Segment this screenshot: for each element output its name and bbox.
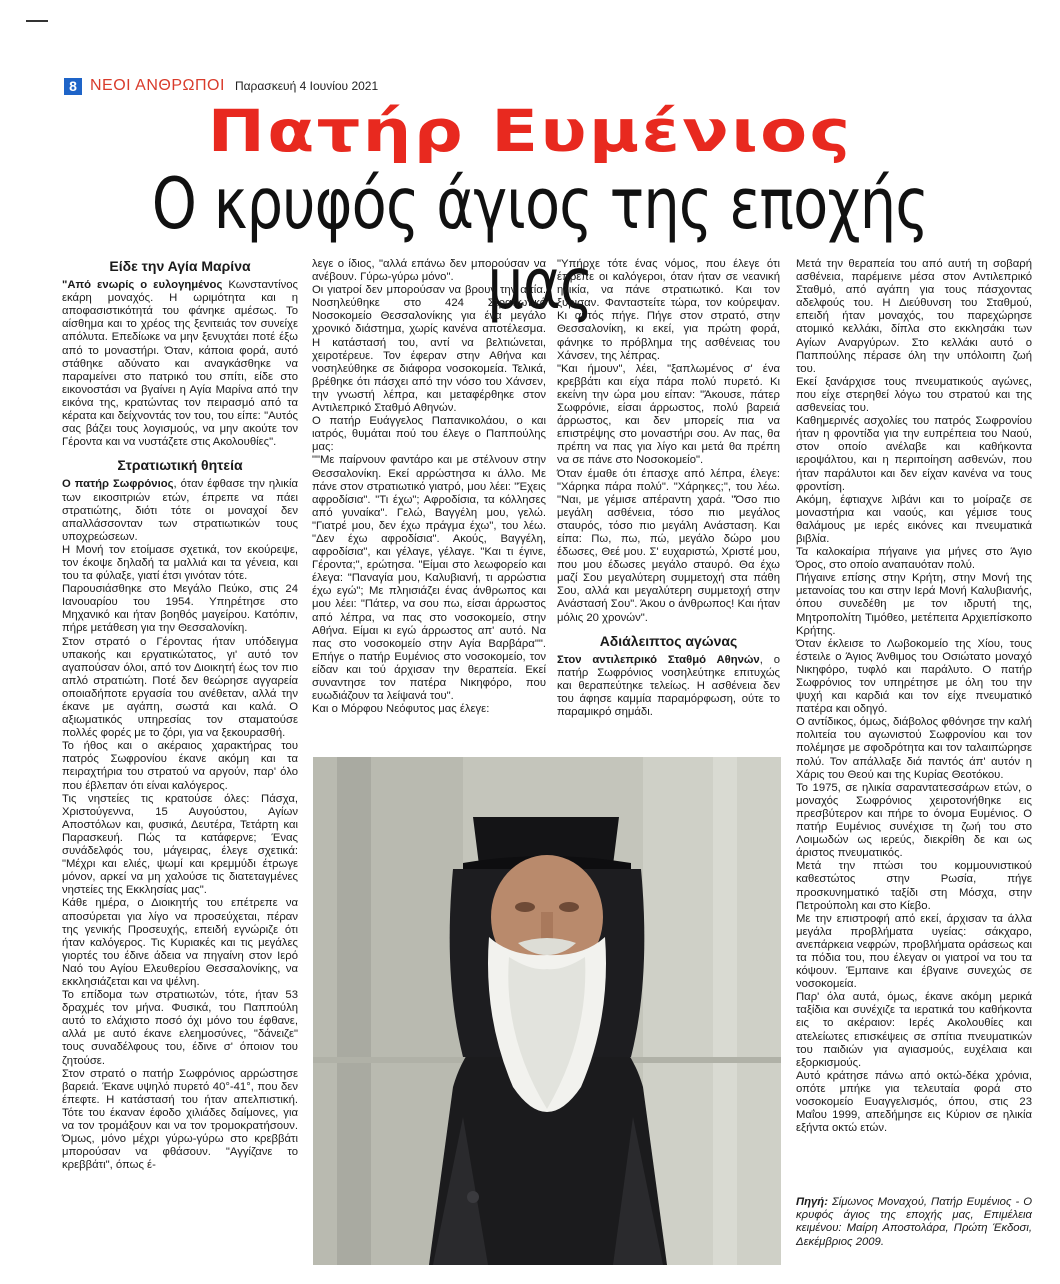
paragraph: Στον στρατό ο Γέροντας ήταν υπόδειγμα υπακοής και εργατικώτατος, γι' αυτό τον αγαπούσαν όλοι, από τον Διοικητή έως τον πιο απλό στρατιώτη. Ποτέ δεν θεώρησε αγγαρεία οποιαδήποτε εργασία του ανέθεταν, αλλά την έκανε με αγάπη, σωστά και καλά. Ο αξιωματικός υπηρεσίας τον σταματούσε πολλές φορές με το ζόρι, για να ξεκουρασθή. (62, 635, 298, 740)
lead-strong: "Από ενωρίς ο ευλογημένος (62, 279, 223, 292)
priest-illustration (313, 757, 781, 1265)
paragraph: Όταν έκλεισε το Λωβοκομείο της Χίου, τους έστειλε ο Άγιος Άνθιμος του Οσιώτατο μοναχό Νικηφόρο, τυφλό και παράλυτο. Ο πατήρ Σωφρόνιος τον υπηρέτησε με όλη του την ψυχή και καρδιά και τον είχε πνευματικό πατέρα και οδηγό. (796, 637, 1032, 716)
paragraph: λεγε ο ίδιος, "αλλά επάνω δεν μπορούσαν να ανέβουν. Γύρω-γύρω μόνο". (312, 258, 546, 284)
column-3 (557, 258, 780, 719)
paragraph: "Υπήρχε τότε ένας νόμος, που έλεγε ότι έπρεπε οι καλόγεροι, όταν ήταν σε νεανική ηλικία, να πάνε στρατιωτικό. Και τον ξύρισαν. Φανταστείτε τώρα, τον κούρεψαν. Κι αυτός πήγε. Πήγε στον στρατό, στην Θεσσαλονίκη, κι εκεί, για πρώτη φορά, φάνηκε το πρόβλημα της ασθένειας του Χάνσεν, της λέπρας. (557, 258, 780, 362)
lead-text: , ο πατήρ Σωφρόνιος νοσηλεύτηκε επιτυχώς και θεραπεύτηκε τελείως. Η ασθένεια δεν του άφησε καμμία παραμόρφωση, ούτε το παραμικρό σημάδι. (557, 653, 780, 719)
paragraph: Καθημερινές ασχολίες του πατρός Σωφρονίου ήταν η φροντίδα για την ευπρέπεια του Ναού, στον οποίο ανέλαβε και καθήκοντα ιεροψάλτου, και η περιποίηση ασθενών, που ήταν παράλυτοι και δεν είχαν κανένα να τους φροντίση. (796, 415, 1032, 493)
page-number: 8 (64, 78, 82, 95)
paragraph: "Και ήμουν", λέει, "ξαπλωμένος σ' ένα κρεββάτι και είχα πάρα πολύ πυρετό. Κι εκείνη την ώρα μου είπαν: "Άκουσε, πάτερ Σωφρόνιε, είσαι άρρωστος, πολύ βαρειά άρρωστος, και δεν μπορείς πια να επιστρέψης στο μοναστήρι σου. Αν πας, θα πρέπη να πας για λίγο και μετά θα πρέπη να σε πάνε στο Νοσοκομείο". (557, 362, 780, 467)
paragraph: Τις νηστείες τις κρατούσε όλες: Πάσχα, Χριστούγεννα, 15 Αυγούστου, Αγίων Αποστόλων και, φυσικά, Δευτέρα, Τετάρτη και Παρασκευή. Πώς τα κατάφερνε; Ένας συνάδελφός του, μάγειρας, έλεγε σχετικά: "Μέχρι και ελιές, ψωμί και κρεμμύδι έτρωγε μόνον, αρκεί να μη χαλούσε τις διατεταγμένες νηστείες της Εκκλησίας μας". (62, 792, 298, 897)
paragraph (62, 279, 298, 449)
paragraph (557, 654, 780, 719)
priest-photo (313, 757, 781, 1265)
page-header (64, 76, 378, 96)
paragraph: Μετά την θεραπεία του από αυτή τη σοβαρή ασθένεια, παρέμεινε μέσα στον Αντιλεπρικό Σταθμό, από αγάπη για τους πάσχοντας αδελφούς του. Η Διεύθυνση του Σταθμού, επειδή ήταν μοναχός, του παρεχώρησε ατομικό κελλάκι, δίπλα στο εκκλησάκι των Αγίων Αναργύρων. Στο κελλάκι αυτό ο Παππούλης πέρασε όλη την υπόλοιπη ζωή του. (796, 258, 1032, 375)
paragraph: Πήγαινε επίσης στην Κρήτη, στην Μονή της μετανοίας του και στην Ιερά Μονή Καλυβιανής, όπου συνεδέθη με τον ιδρυτή της, Μητροπολίτη Τιμόθεο, μετέπειτα Αρχιεπίσκοπο Κρήτης. (796, 572, 1032, 637)
source-credit (796, 1196, 1032, 1249)
headline-title: Ο κρυφός άγιος της εποχής μας (151, 163, 929, 325)
paragraph (62, 478, 298, 543)
paragraph: Το επίδομα των στρατιωτών, τότε, ήταν 53 δραχμές τον μήνα. Φυσικά, του Παππούλη αυτό το ελάχιστο ποσό όχι μόνο του έφθανε, αλλά με αυτό έκανε ελεημοσύνες, "δάνειζε" τους συναδέλφους του, έδινε σ' όποιον του ζητούσε. (62, 989, 298, 1067)
paragraph: Το ήθος και ο ακέραιος χαρακτήρας του πατρός Σωφρονίου έκανε ακόμη και τα πειραχτήρια του στρατού να αργούν, παρ' όλο που έβλεπαν ότι είναι καλόγερος. (62, 740, 298, 792)
paragraph: Κάθε ημέρα, ο Διοικητής του επέτρεπε να αποσύρεται για λίγο να προσεύχεται, πέραν της γενικής Προσευχής, επειδή εγνώριζε ότι ήταν καλόγερος. Τις Κυριακές και τις μεγάλες γιορτές του έδινε άδεια να πηγαίνη στον Ιερό Ναό του Αγίου Ελευθερίου Θεσσαλονίκης, να εκκλησιάζεται και να ψέλνη. (62, 897, 298, 988)
paragraph: Μετά την πτώσι του κομμουνιστικού καθεστώτος στην Ρωσία, πήγε προσκυνηματικό ταξίδι στη Μόσχα, στην Πετρούπολη και στο Κίεβο. (796, 860, 1032, 912)
column-2 (312, 258, 546, 716)
headline-kicker: Πατήρ Ευμένιος (207, 97, 853, 165)
section-subhead: Αδιάλειπτος αγώνας (599, 632, 738, 649)
source-label: Πηγή: (796, 1196, 828, 1208)
issue-date: Παρασκευή 4 Ιουνίου 2021 (234, 79, 379, 93)
lead-strong: Ο πατήρ Σωφρόνιος (62, 478, 174, 491)
lead-text: Κωνσταντίνος εκάρη μοναχός. Η ωριμότητα και η αποφασιστικότητά του φάνηκε αμέσως. Το αίσθημα και το χρέος της ξενιτειάς τον συνείχε απόλυτα. Επεδίωκε να μην ξενυχτάει ποτέ έξω από το μοναστήρι. Όταν, κάποια φορά, αυτό στάθηκε αδύνατο και αναγκάσθηκε να παραμείνει στο πατρικό του σπίτι, είδε στο εικονοστάσι να βγαίνει η Αγία Μαρίνα από την εικόνα της, κρατώντας τον πειρασμό από τα κέρατα και δείχνοντάς τον του, του είπε: "Αυτός σας βάζει τους λογισμούς, να μην ακούτε τον Γέροντα και να νυστάζετε στις Ακολουθίες". (62, 279, 298, 449)
section-subhead: Είδε την Αγία Μαρίνα (109, 258, 251, 274)
paragraph: ""Με παίρνουν φαντάρο και με στέλνουν στην Θεσσαλονίκη. Εκεί αρρώστησα κι άλλο. Με πάνε στον στρατιωτικό γιατρό, μου λέει: "Έχεις αφροδίσια". "Τι έχω"; Αφροδίσια, τα κόλλησες από γυναίκα". Γελώ, Βαγγέλη μου, γελώ. "Γιατρέ μου, δεν έχω πράγμα έχω", του λέω. "Δεν έχω αφροδίσια". Ακούς, Βαγγέλη, αφροδίσια", και γέλαγε, γέλαγε. "Και τι έγινε, Γέροντα;", ερώτησα. "Είμαι στο λεωφορείο και έλεγα: "Παναγία μου, Καλυβιανή, τι αρρώστια έχω εγώ"; Με πληισιάζει ένας άνθρωπος και μου λέει: "Πάτερ, να σου πω, είσαι άρρωστος από λέπρα, να πας στο νοσοκομείο, στην Αθήνα. Είμαι κι εγώ άρρωστος απ' αυτό. Να πας στο νοσοκομείο στην Αγία Βαρβάρα"". Επήγε ο πατήρ Ευμένιος στο νοσοκομείο, τον είδαν και τού άρχισαν την θεραπεία. Εκεί συναντησε τον πατέρα Νικηφόρο, που ευωδιάζουν τα λείψανά του". (312, 454, 546, 703)
paragraph: Παρουσιάσθηκε στο Μεγάλο Πεύκο, στις 24 Ιανουαρίου του 1954. Υπηρέτησε στο Μηχανικό και ήταν βοηθός μαγείρου. Κατόπιν, πήρε μετάθεση για την Θεσσαλονίκη. (62, 583, 298, 635)
paragraph: Τα καλοκαίρια πήγαινε για μήνες στο Άγιο Όρος, στο οποίο αναπαυόταν πολύ. (796, 546, 1032, 572)
corner-rule (26, 20, 48, 22)
paragraph: Στον στρατό ο πατήρ Σωφρόνιος αρρώστησε βαρειά. Έκανε υψηλό πυρετό 40°-41°, που δεν έπεφτε. Η κατάστασή του ήταν απελπιστική. Τότε του έκαναν έφοδο χιλιάδες δαίμονες, για να τον τρομάξουν και να τον τρομοκρατήσουν. Όμως, μόνο μέχρι γύρω-γύρω στο κρεββάτι μπορούσαν να φθάσουν. "Αγγίζανε το κρεββάτι", όπως έ- (62, 1067, 298, 1172)
paragraph: Όταν έμαθε ότι έπασχε από λέπρα, έλεγε: "Χάρηκα πάρα πολύ". "Χάρηκες;", του λέω. "Ναι, με γέμισε απέραντη χαρά. "Όσο πιο μεγάλη ασθένεια, τόσο πιο μεγάλος σταυρός, τόσο πιο μεγάλη Ανάσταση. Και είπα: Πω, πω, πώ, μεγάλο δώρο μου έδωσες, Θεέ μου. Σ' ευχαριστώ, Χριστέ μου, που μου έδωσες μεγάλο σταυρό. Θα έχω μαζί Σου μεγαλύτερη συμμετοχή στα πάθη Σου, αλλά και μεγαλύτερη συμμετοχή στην Ανάστασή Σου". Άκου ο άνθρωπος! Και ήταν μόλις 20 χρονών". (557, 467, 780, 624)
paragraph: Ακόμη, έφτιαχνε λιβάνι και το μοίραζε σε μοναστήρια και ναούς, και γέμισε τους θαλάμους με ιερές εικόνες και πνευματικά βιβλία. (796, 493, 1032, 545)
paragraph: Το 1975, σε ηλικία σαραντατεσσάρων ετών, ο μοναχός Σωφρόνιος χειροτονήθηκε εις πρεσβύτερον και πήρε το όνομα Ευμένιος. Ο πατήρ Ευμένιος συνέχισε τη ζωή του στο Λοιμωδών ως ιερεύς, διεκρίθη δε και ως άριστος πνευματικός. (796, 781, 1032, 860)
paragraph: Ο πατήρ Ευάγγελος Παπανικολάου, ο και ιατρός, θυμάται πού του έλεγε ο Παππούλης μας: (312, 415, 546, 454)
paragraph: Παρ' όλα αυτά, όμως, έκανε ακόμη μερικά ταξίδια και συνέχιζε τα ιερατικά του καθήκοντα εις το ακέραιον: Ιερές Ακολουθίες και ατελείωτες επισκέψεις σε σπίτια πνευματικών του παιδιών για αγιασμούς, ευχέλαια και εξορκισμούς. (796, 991, 1032, 1069)
lead-text: , όταν έφθασε την ηλικία των εικοσιτριών ετών, έπρεπε να πάει στρατιώτης, διότι τότε οι μοναχοί δεν απαλλάσσονταν των στρατιωτικών τους υποχρεώσεων. (62, 478, 299, 543)
newspaper-name: ΝΕΟΙ ΑΝΘΡΩΠΟΙ (90, 77, 225, 94)
lead-strong: Στον αντιλεπρικό Σταθμό Αθηνών (557, 653, 760, 666)
column-1 (62, 258, 298, 1172)
paragraph: Ο αντίδικος, όμως, διάβολος φθόνησε την καλή πολιτεία του αγωνιστού Σωφρονίου και τον πολέμησε με σφοδρότητα και τον ταλαιπώρησε πολύ. Τον απάλλαξε διά παντός άπ' αυτόν η Χάρις του Θεού και της Κυρίας Θεοτόκου. (796, 716, 1032, 781)
paragraph: Αυτό κράτησε πάνω από οκτώ-δέκα χρόνια, οπότε μπήκε για τελευταία φορά στο νοσοκομείο Ευαγγελισμός, όπου, στις 23 Μαΐου 1999, απεδήμησε εις Κύριον σε ηλικία εξήντα οκτώ ετών. (796, 1069, 1032, 1135)
paragraph: Εκεί ξανάρχισε τους πνευματικούς αγώνες, που είχε στερηθεί λόγω του στρατού και της ασθενείας του. (796, 375, 1032, 415)
section-subhead: Στρατιωτική θητεία (117, 457, 243, 474)
paragraph: Η Μονή τον ετοίμασε σχετικά, τον εκούρεψε, τον έκοψε δηλαδή τα μαλλιά και τα γένεια, και του τα φύλαξε, γιατί έτσι γινόταν τότε. (62, 543, 298, 583)
paragraph: Και ο Μόρφου Νεόφυτος μας έλεγε: (312, 703, 490, 716)
paragraph: Οι γιατροί δεν μπορούσαν να βρουν την αιτία. Νοσηλεύθηκε στο 424 Στρατιωτικό Νοσοκομείο Θεσσαλονίκης για ένα μεγάλο χρονικό διάστημα, χωρίς κανένα αποτέλεσμα. Η κατάστασή του, αντί να βελτιώνεται, χειροτέρευε. Τον έφεραν στην Αθήνα και νοσηλεύθηκε σε διάφορα νοσοκομεία. Τελικά, βρέθηκε ότι πάσχει από την νόσο του Χάνσεν, την γνωστή λέπρα, και μεταφέρθηκε στον Αντιλεπρικό Σταθμό Αθηνών. (312, 284, 546, 415)
paragraph: Με την επιστροφή από εκεί, άρχισαν τα άλλα μεγάλα προβλήματα υγείας: σάκχαρο, ανεπάρκεια νεφρών, προβλήματα οράσεως και τα πόδια του, που έλεγαν οι γιατροί να του τα κόψουν. Έμπαινε και έβγαινε συνεχώς σε νοσοκομεία. (796, 912, 1032, 991)
source-text: Σίμωνος Μοναχού, Πατήρ Ευμένιος - Ο κρυφός άγιος της εποχής μας, Επιμέλεια κειμένου: Μαίρη Αποστολάρα, Πρώτη Έκδοσι, Δεκέμβριος 2009. (796, 1196, 1032, 1248)
column-4 (796, 258, 1032, 1135)
